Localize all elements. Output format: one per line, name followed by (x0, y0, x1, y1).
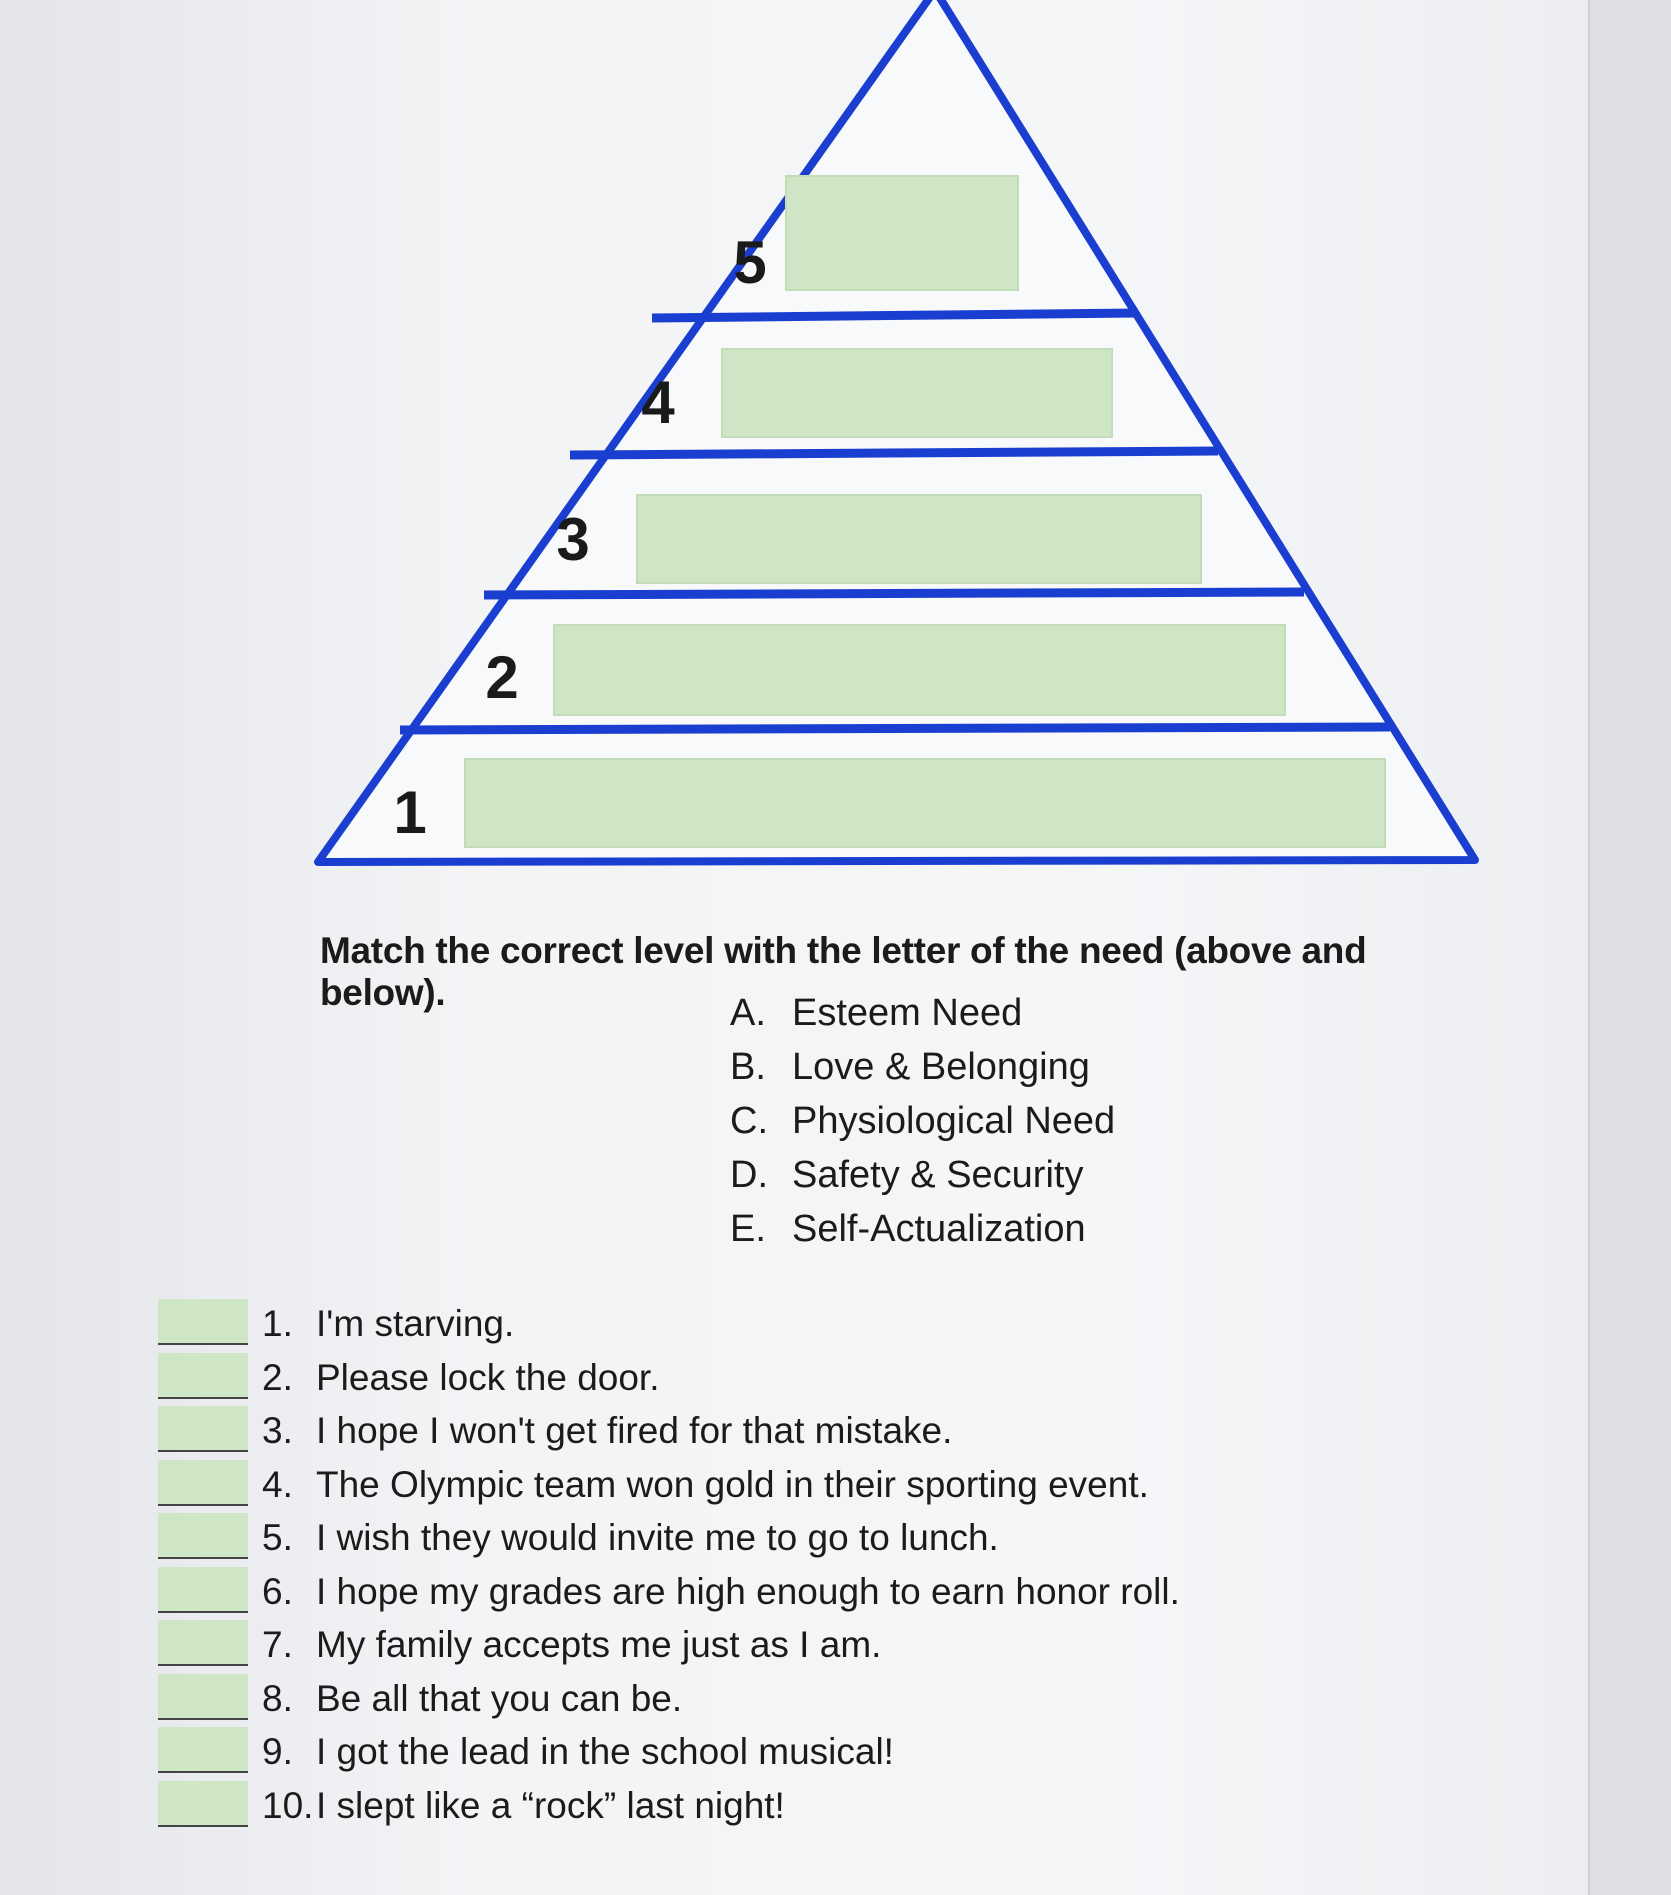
level-answer-box-5[interactable] (785, 175, 1019, 291)
answer-blank[interactable] (158, 1620, 248, 1666)
level-answer-box-2[interactable] (553, 624, 1286, 716)
level-answer-box-3[interactable] (636, 494, 1202, 584)
answer-blank[interactable] (158, 1353, 248, 1399)
level-number-5: 5 (733, 229, 767, 296)
level-number-1: 1 (393, 779, 427, 846)
answer-blank[interactable] (158, 1727, 248, 1773)
answer-blank[interactable] (158, 1299, 248, 1345)
option-e: E. Self-Actualization (730, 1208, 1086, 1250)
instructions-text: Match the correct level with the letter of the need (above and below). (320, 930, 1367, 1013)
needs-options-list (730, 986, 1115, 1256)
answer-blank[interactable] (158, 1513, 248, 1559)
level-divider-5-4 (652, 313, 1138, 318)
level-divider-4-3 (570, 451, 1218, 455)
option-c: C. Physiological Need (730, 1100, 1116, 1142)
level-answer-box-4[interactable] (721, 348, 1113, 438)
level-divider-3-2 (484, 592, 1304, 595)
level-number-2: 2 (485, 644, 519, 711)
level-number-3: 3 (556, 506, 590, 573)
option-d: D. Safety & Security (730, 1154, 1084, 1196)
option-b: B. Love & Belonging (730, 1046, 1090, 1088)
answer-blank[interactable] (158, 1781, 248, 1827)
option-a: A. Esteem Need (730, 992, 1023, 1034)
level-divider-2-1 (400, 727, 1390, 730)
level-number-4: 4 (641, 369, 675, 436)
answer-blank[interactable] (158, 1460, 248, 1506)
level-answer-box-1[interactable] (464, 758, 1386, 848)
answer-blank[interactable] (158, 1406, 248, 1452)
answer-blank[interactable] (158, 1674, 248, 1720)
answer-blank[interactable] (158, 1567, 248, 1613)
page-edge (1588, 0, 1671, 1895)
